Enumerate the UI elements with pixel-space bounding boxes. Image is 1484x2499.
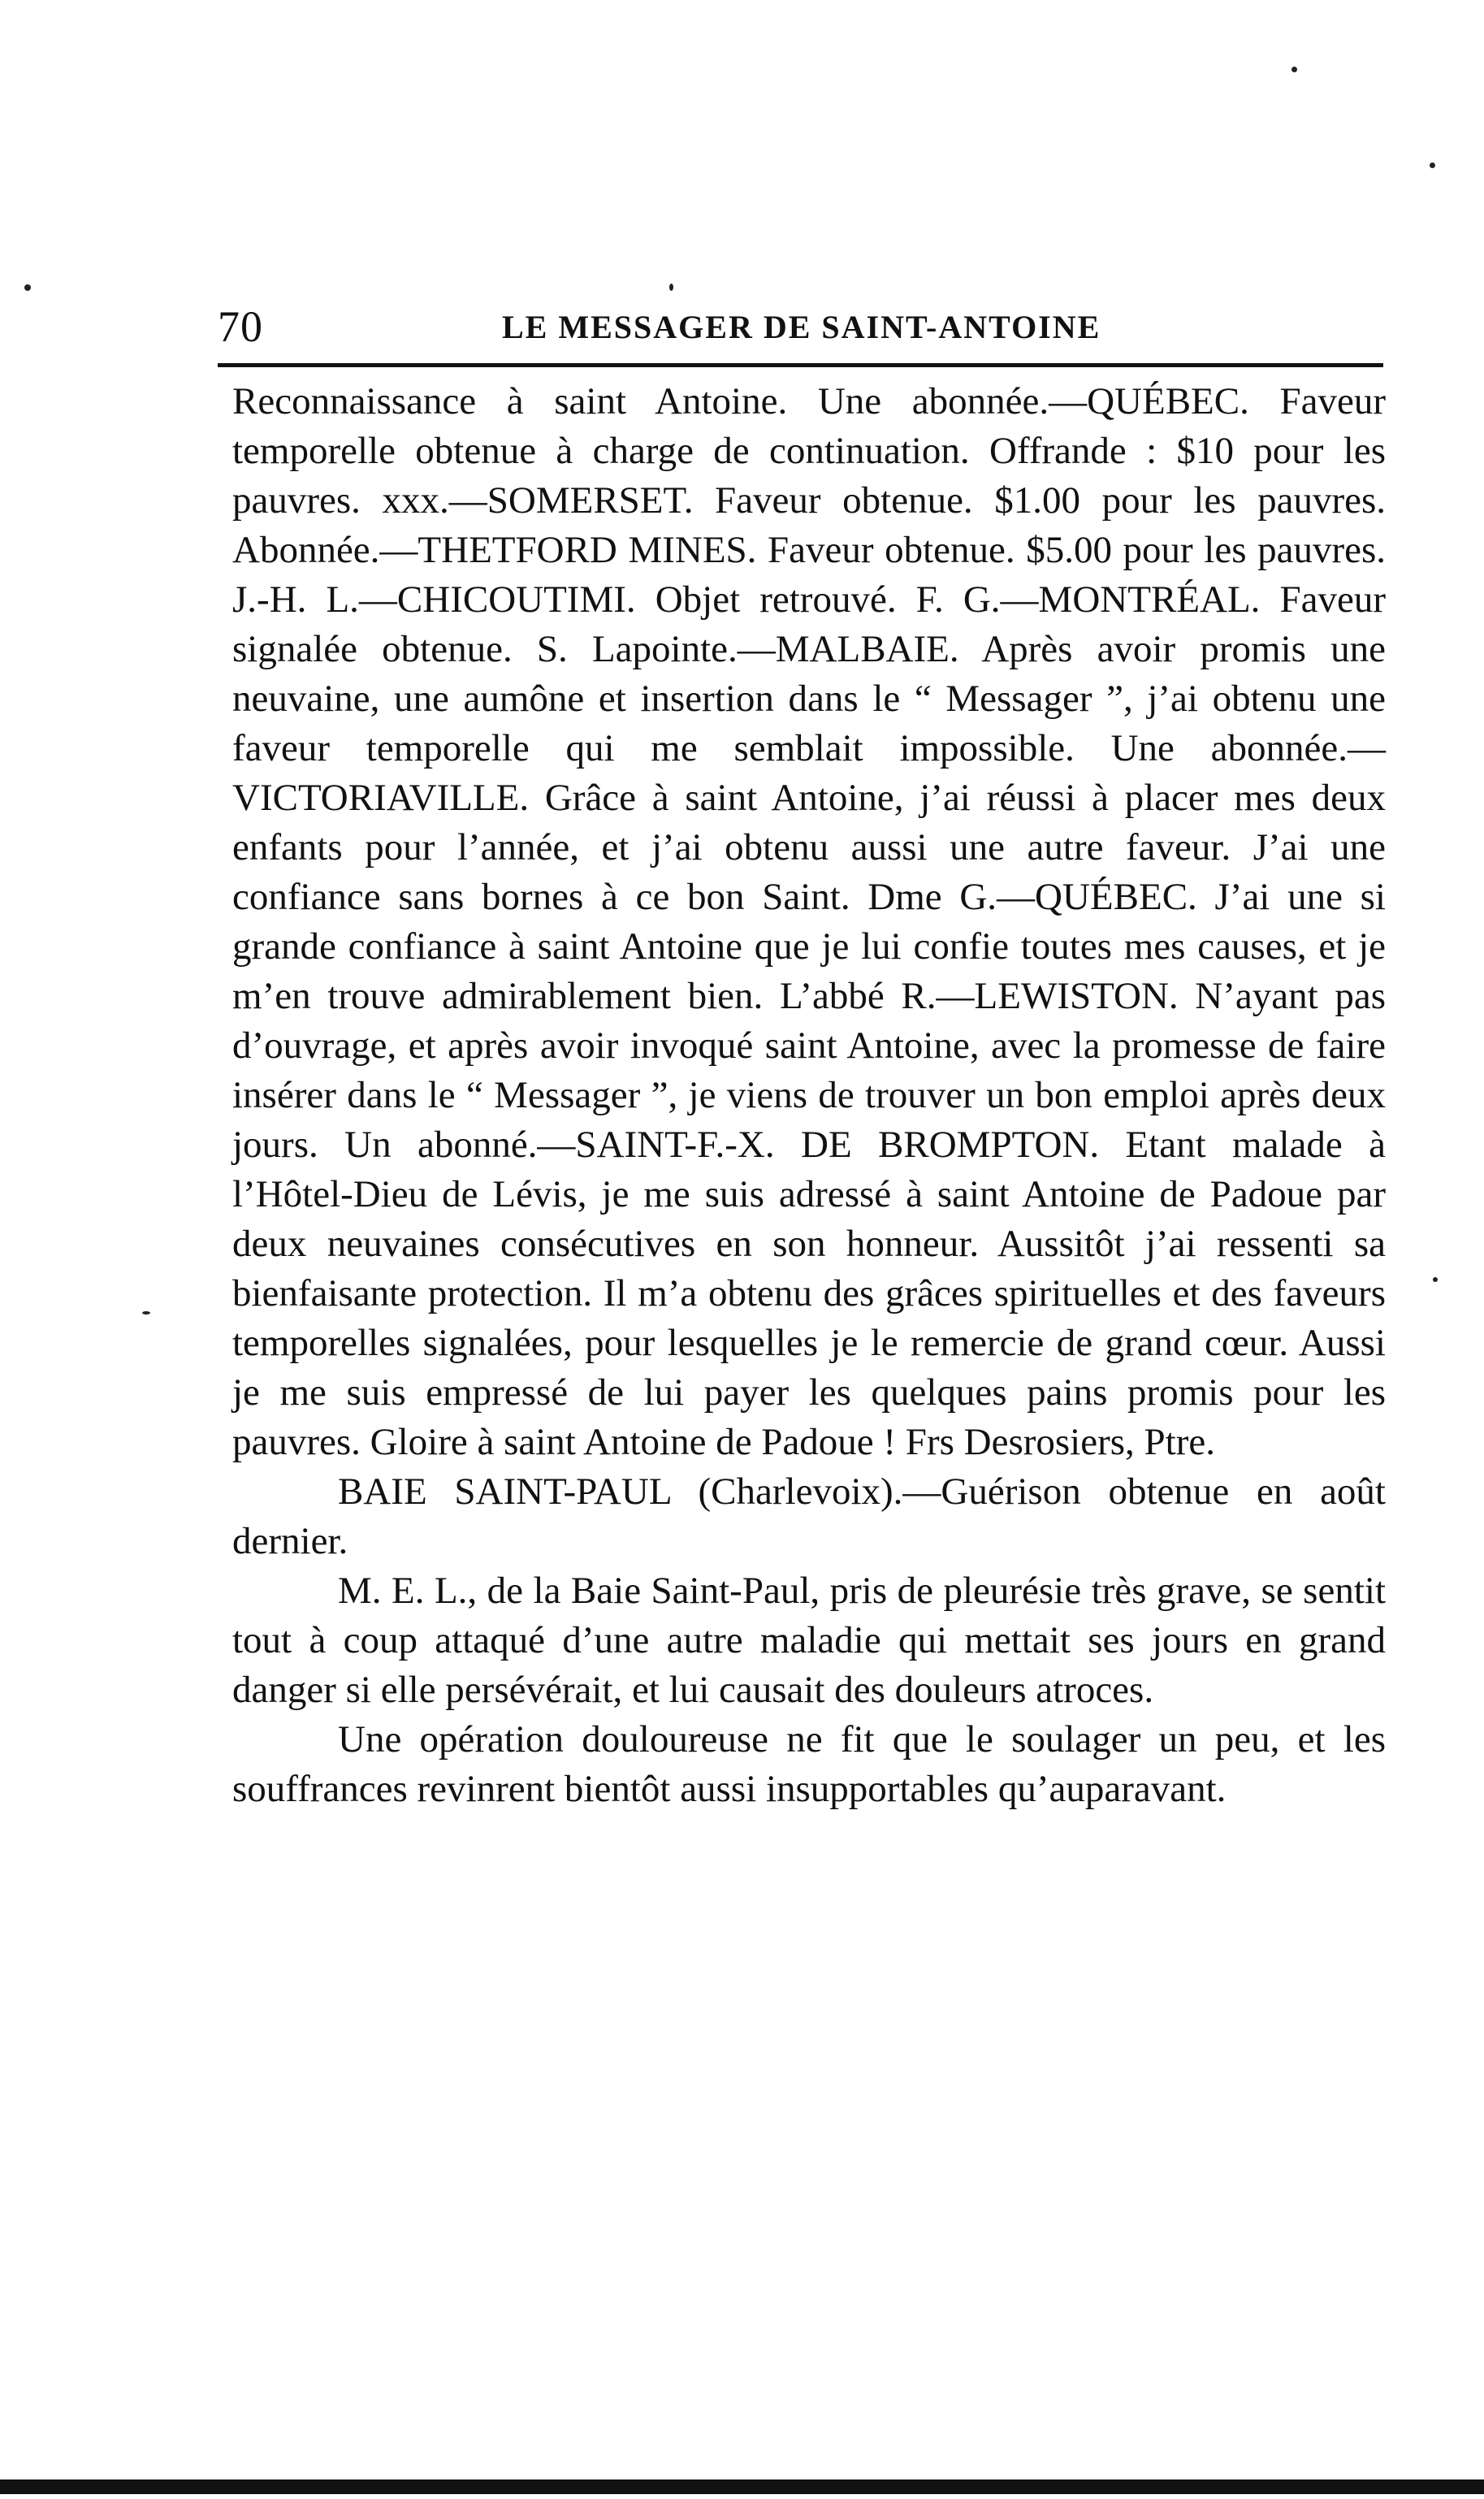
paragraph-baie-saint-paul-heading: BAIE SAINT-PAUL (Charlevoix).—Guérison obtenue en août dernier. xyxy=(232,1470,1386,1562)
header-divider xyxy=(218,363,1383,367)
scan-speck xyxy=(24,284,31,291)
scan-speck xyxy=(669,284,673,291)
scan-speck xyxy=(1430,162,1435,168)
running-title: LE MESSAGER DE SAINT-ANTOINE xyxy=(502,309,1101,345)
scan-speck xyxy=(142,1311,150,1314)
scan-speck xyxy=(1291,67,1297,72)
bottom-scan-edge xyxy=(0,2480,1484,2494)
paragraph-illness: M. E. L., de la Baie Saint-Paul, pris de pleurésie très grave, se sentit tout à coup attaqué d’une autre maladie qui mettait ses jours en grand danger si elle persévérait, et lui causait des douleurs atroces. xyxy=(232,1570,1386,1711)
page-number: 70 xyxy=(218,302,263,351)
scan-speck xyxy=(1433,1277,1438,1282)
page-body xyxy=(232,377,1386,1814)
paragraph-operation: Une opération douloureuse ne fit que le soulager un peu, et les souffrances revinrent bientôt aussi insupportables qu’auparavant. xyxy=(232,1718,1386,1810)
paragraph-thanksgivings: Reconnaissance à saint Antoine. Une abonnée.—QUÉBEC. Faveur temporelle obtenue à charge de continuation. Offrande : $10 pour les pauvres. xxx.—SOMERSET. Faveur obtenue. $1.00 pour les pauvres. Abonnée.—THETFORD MINES. Faveur obtenue. $5.00 pour les pauvres. J.-H. L.—CHICOUTIMI. Objet retrouvé. F. G.—MONTRÉAL. Faveur signalée obtenue. S. Lapointe.—MALBAIE. Après avoir promis une neuvaine, une aumône et insertion dans le “ Messager ”, j’ai obtenu une faveur temporelle qui me semblait impossible. Une abonnée.—VICTORIAVILLE. Grâce à saint Antoine, j’ai réussi à placer mes deux enfants pour l’année, et j’ai obtenu aussi une autre faveur. J’ai une confiance sans bornes à ce bon Saint. Dme G.—QUÉBEC. J’ai une si grande confiance à saint Antoine que je lui confie toutes mes causes, et je m’en trouve admirablement bien. L’abbé R.—LEWISTON. N’ayant pas d’ouvrage, et après avoir invoqué saint Antoine, avec la promesse de faire insérer dans le “ Messager ”, je viens de trouver un bon emploi après deux jours. Un abonné.—SAINT-F.-X. DE BROMPTON. Etant malade à l’Hôtel-Dieu de Lévis, je me suis adressé à saint Antoine de Padoue par deux neuvaines consécutives en son honneur. Aussitôt j’ai ressenti sa bienfaisante protection. Il m’a obtenu des grâces spirituelles et des faveurs temporelles signalées, pour lesquelles je le remercie de grand cœur. Aussi je me suis empressé de lui payer les quelques pains promis pour les pauvres. Gloire à saint Antoine de Padoue ! Frs Desrosiers, Ptre. xyxy=(232,380,1386,1463)
